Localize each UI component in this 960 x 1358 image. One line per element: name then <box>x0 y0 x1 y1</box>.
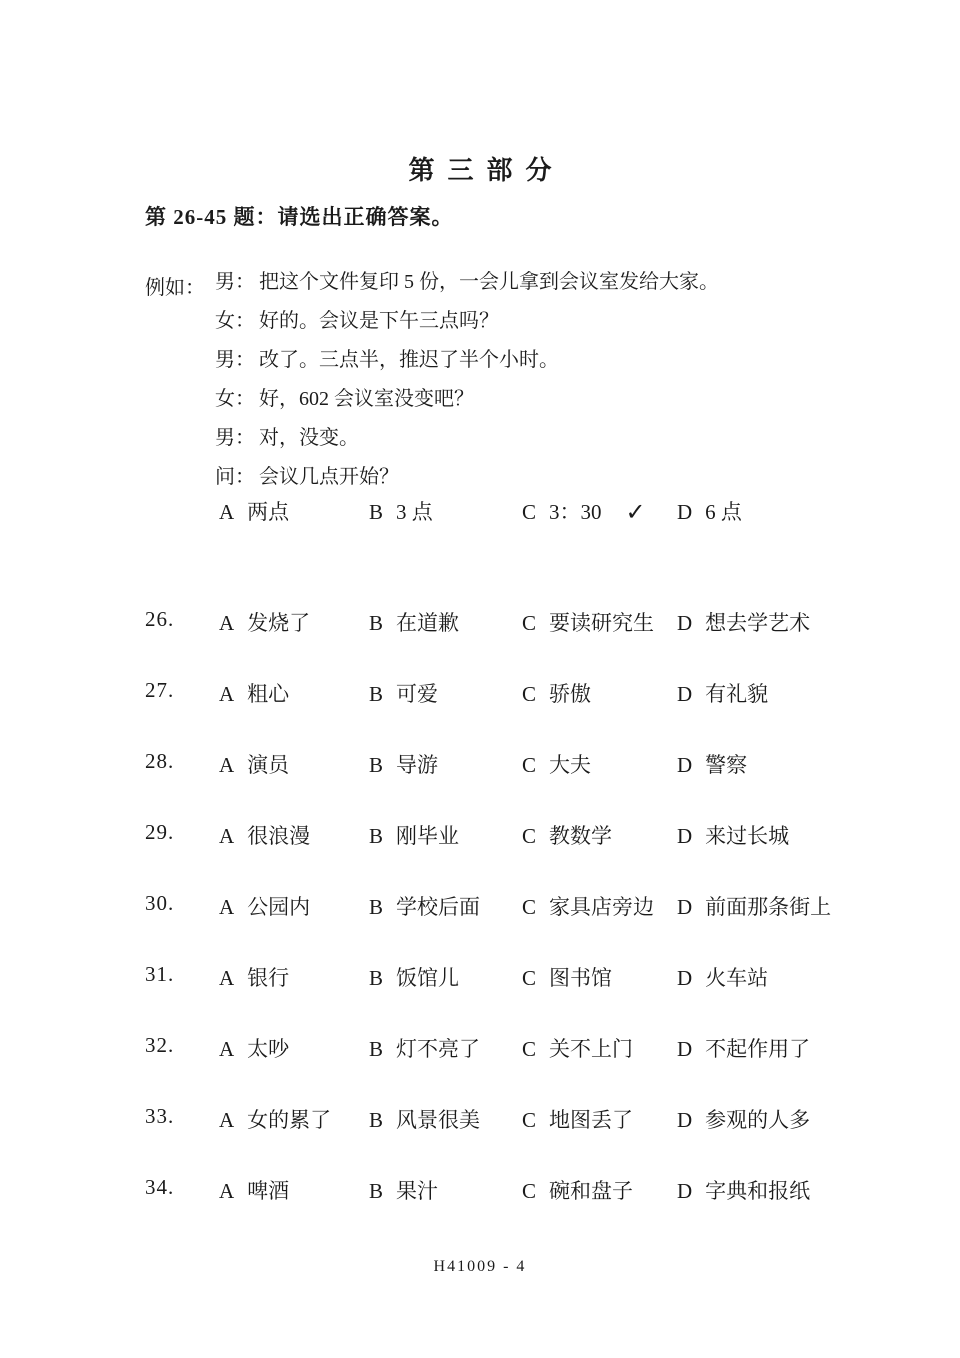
option-text: 灯不亮了 <box>396 1037 481 1061</box>
speaker-label: 男： <box>215 349 255 371</box>
option-letter: A <box>219 1037 235 1061</box>
option-text: 很浪漫 <box>247 824 311 848</box>
option-text: 火车站 <box>705 966 769 990</box>
option-letter: D <box>677 895 693 919</box>
option-letter: A <box>219 500 235 524</box>
speaker-label: 男： <box>215 427 255 449</box>
option-text: 饭馆儿 <box>396 966 460 990</box>
answer-option <box>522 891 654 921</box>
dialogue-text: 把这个文件复印 5 份，一会儿拿到会议室发给大家。 <box>259 271 719 293</box>
dialogue-line <box>215 388 915 410</box>
option-text: 银行 <box>247 966 290 990</box>
option-text: 前面那条街上 <box>705 895 832 919</box>
answer-option <box>369 678 438 708</box>
answer-option <box>219 820 310 850</box>
option-letter: A <box>219 966 235 990</box>
option-text: 字典和报纸 <box>705 1179 811 1203</box>
question-number: 33. <box>145 1104 175 1128</box>
option-letter: D <box>677 1037 693 1061</box>
answer-option <box>369 1175 438 1205</box>
checkmark-icon: ✓ <box>625 500 646 526</box>
option-letter: B <box>369 824 384 848</box>
answer-option <box>522 1033 633 1063</box>
option-letter: A <box>219 824 235 848</box>
question-number: 32. <box>145 1033 175 1057</box>
question-number: 28. <box>145 749 175 773</box>
answer-option <box>369 820 459 850</box>
dialogue-line <box>215 271 915 293</box>
option-text: 教数学 <box>549 824 613 848</box>
option-letter: C <box>522 500 537 524</box>
option-letter: A <box>219 682 235 706</box>
option-letter: C <box>522 895 537 919</box>
example-options-row <box>0 496 960 526</box>
answer-option <box>522 962 612 992</box>
answer-option <box>369 1104 480 1134</box>
speaker-label: 男： <box>215 271 255 293</box>
answer-option <box>219 496 289 526</box>
option-text: 3 点 <box>396 500 433 524</box>
answer-option <box>369 962 459 992</box>
option-text: 3：30 <box>549 500 602 524</box>
question-row <box>0 607 960 678</box>
answer-option <box>522 749 591 779</box>
answer-option <box>522 820 612 850</box>
option-text: 有礼貌 <box>705 682 769 706</box>
option-letter: C <box>522 966 537 990</box>
answer-option <box>369 607 459 637</box>
dialogue-text: 好的。会议是下午三点吗？ <box>259 310 499 332</box>
answer-option <box>219 1175 289 1205</box>
option-letter: D <box>677 1179 693 1203</box>
option-letter: B <box>369 895 384 919</box>
answer-option <box>522 1104 633 1134</box>
page-number: H41009 - 4 <box>433 1258 527 1275</box>
option-text: 可爱 <box>396 682 439 706</box>
answer-option <box>369 1033 480 1063</box>
answer-option <box>677 891 831 921</box>
option-text: 粗心 <box>247 682 290 706</box>
answer-option <box>219 607 310 637</box>
option-text: 演员 <box>247 753 290 777</box>
option-text: 参观的人多 <box>705 1108 811 1132</box>
example-label: 例如： <box>145 277 205 299</box>
answer-option <box>677 1104 810 1134</box>
option-text: 学校后面 <box>396 895 481 919</box>
question-number: 26. <box>145 607 175 631</box>
question-row <box>0 820 960 891</box>
dialogue-line <box>215 427 915 449</box>
option-letter: D <box>677 824 693 848</box>
option-text: 碗和盘子 <box>549 1179 634 1203</box>
option-letter: B <box>369 1037 384 1061</box>
option-text: 警察 <box>705 753 748 777</box>
option-text: 女的累了 <box>247 1108 332 1132</box>
page-title: 第三部分 <box>408 156 565 185</box>
dialogue-line <box>215 349 915 371</box>
answer-option <box>219 1033 289 1063</box>
option-text: 关不上门 <box>549 1037 634 1061</box>
question-number: 30. <box>145 891 175 915</box>
option-letter: C <box>522 682 537 706</box>
option-text: 在道歉 <box>396 611 460 635</box>
option-letter: B <box>369 1179 384 1203</box>
option-letter: B <box>369 500 384 524</box>
speaker-label: 女： <box>215 388 255 410</box>
question-row <box>0 891 960 962</box>
answer-option <box>677 749 747 779</box>
question-row <box>0 749 960 820</box>
option-text: 来过长城 <box>705 824 790 848</box>
dialogue-text: 好，602 会议室没变吧？ <box>259 388 474 410</box>
answer-option <box>219 678 289 708</box>
option-letter: C <box>522 824 537 848</box>
question-list <box>0 607 960 1246</box>
option-text: 大夫 <box>549 753 592 777</box>
answer-option <box>677 678 768 708</box>
question-number: 31. <box>145 962 175 986</box>
option-letter: A <box>219 1179 235 1203</box>
option-text: 家具店旁边 <box>549 895 655 919</box>
option-letter: D <box>677 1108 693 1132</box>
answer-option <box>677 1033 810 1063</box>
answer-option <box>677 496 742 526</box>
option-letter: C <box>522 1179 537 1203</box>
answer-option <box>522 1175 633 1205</box>
answer-option <box>219 962 289 992</box>
option-letter: D <box>677 682 693 706</box>
question-row <box>0 1175 960 1246</box>
option-letter: C <box>522 753 537 777</box>
question-number: 34. <box>145 1175 175 1199</box>
option-text: 风景很美 <box>396 1108 481 1132</box>
dialogue-text: 对，没变。 <box>259 427 359 449</box>
option-letter: D <box>677 500 693 524</box>
option-letter: A <box>219 753 235 777</box>
option-text: 6 点 <box>705 500 742 524</box>
option-letter: B <box>369 682 384 706</box>
option-text: 发烧了 <box>247 611 311 635</box>
option-text: 导游 <box>396 753 439 777</box>
answer-option <box>369 749 438 779</box>
option-text: 图书馆 <box>549 966 613 990</box>
answer-option <box>677 1175 810 1205</box>
option-text: 太吵 <box>247 1037 290 1061</box>
option-letter: B <box>369 611 384 635</box>
option-letter: A <box>219 611 235 635</box>
example-block <box>145 271 915 505</box>
question-row <box>0 678 960 749</box>
option-letter: B <box>369 966 384 990</box>
speaker-label: 女： <box>215 310 255 332</box>
option-text: 刚毕业 <box>396 824 460 848</box>
option-letter: D <box>677 611 693 635</box>
option-letter: D <box>677 753 693 777</box>
answer-option <box>522 607 654 637</box>
answer-option <box>219 749 289 779</box>
answer-option <box>219 891 310 921</box>
option-text: 两点 <box>247 500 290 524</box>
option-text: 要读研究生 <box>549 611 655 635</box>
answer-option <box>369 891 480 921</box>
option-letter: B <box>369 753 384 777</box>
option-text: 果汁 <box>396 1179 439 1203</box>
option-letter: B <box>369 1108 384 1132</box>
option-text: 公园内 <box>247 895 311 919</box>
option-letter: C <box>522 1037 537 1061</box>
option-text: 啤酒 <box>247 1179 290 1203</box>
option-text: 想去学艺术 <box>705 611 811 635</box>
question-row <box>0 962 960 1033</box>
answer-option <box>522 496 646 526</box>
answer-option <box>369 496 433 526</box>
question-row <box>0 1104 960 1175</box>
dialogue-line <box>215 310 915 332</box>
option-letter: A <box>219 1108 235 1132</box>
option-text: 地图丢了 <box>549 1108 634 1132</box>
option-letter: C <box>522 611 537 635</box>
instructions: 第 26-45 题：请选出正确答案。 <box>145 205 454 229</box>
answer-option <box>677 820 789 850</box>
answer-option <box>219 1104 331 1134</box>
dialogue-line <box>215 466 915 488</box>
option-letter: D <box>677 966 693 990</box>
answer-option <box>677 607 810 637</box>
option-text: 骄傲 <box>549 682 592 706</box>
option-letter: A <box>219 895 235 919</box>
question-row <box>0 1033 960 1104</box>
question-number: 29. <box>145 820 175 844</box>
option-text: 不起作用了 <box>705 1037 811 1061</box>
answer-option <box>677 962 768 992</box>
question-number: 27. <box>145 678 175 702</box>
option-letter: C <box>522 1108 537 1132</box>
dialogue-text: 改了。三点半，推迟了半个小时。 <box>259 349 559 371</box>
speaker-label: 问： <box>215 466 255 488</box>
dialogue-text: 会议几点开始？ <box>259 466 399 488</box>
example-dialogue <box>215 271 915 488</box>
answer-option <box>522 678 591 708</box>
